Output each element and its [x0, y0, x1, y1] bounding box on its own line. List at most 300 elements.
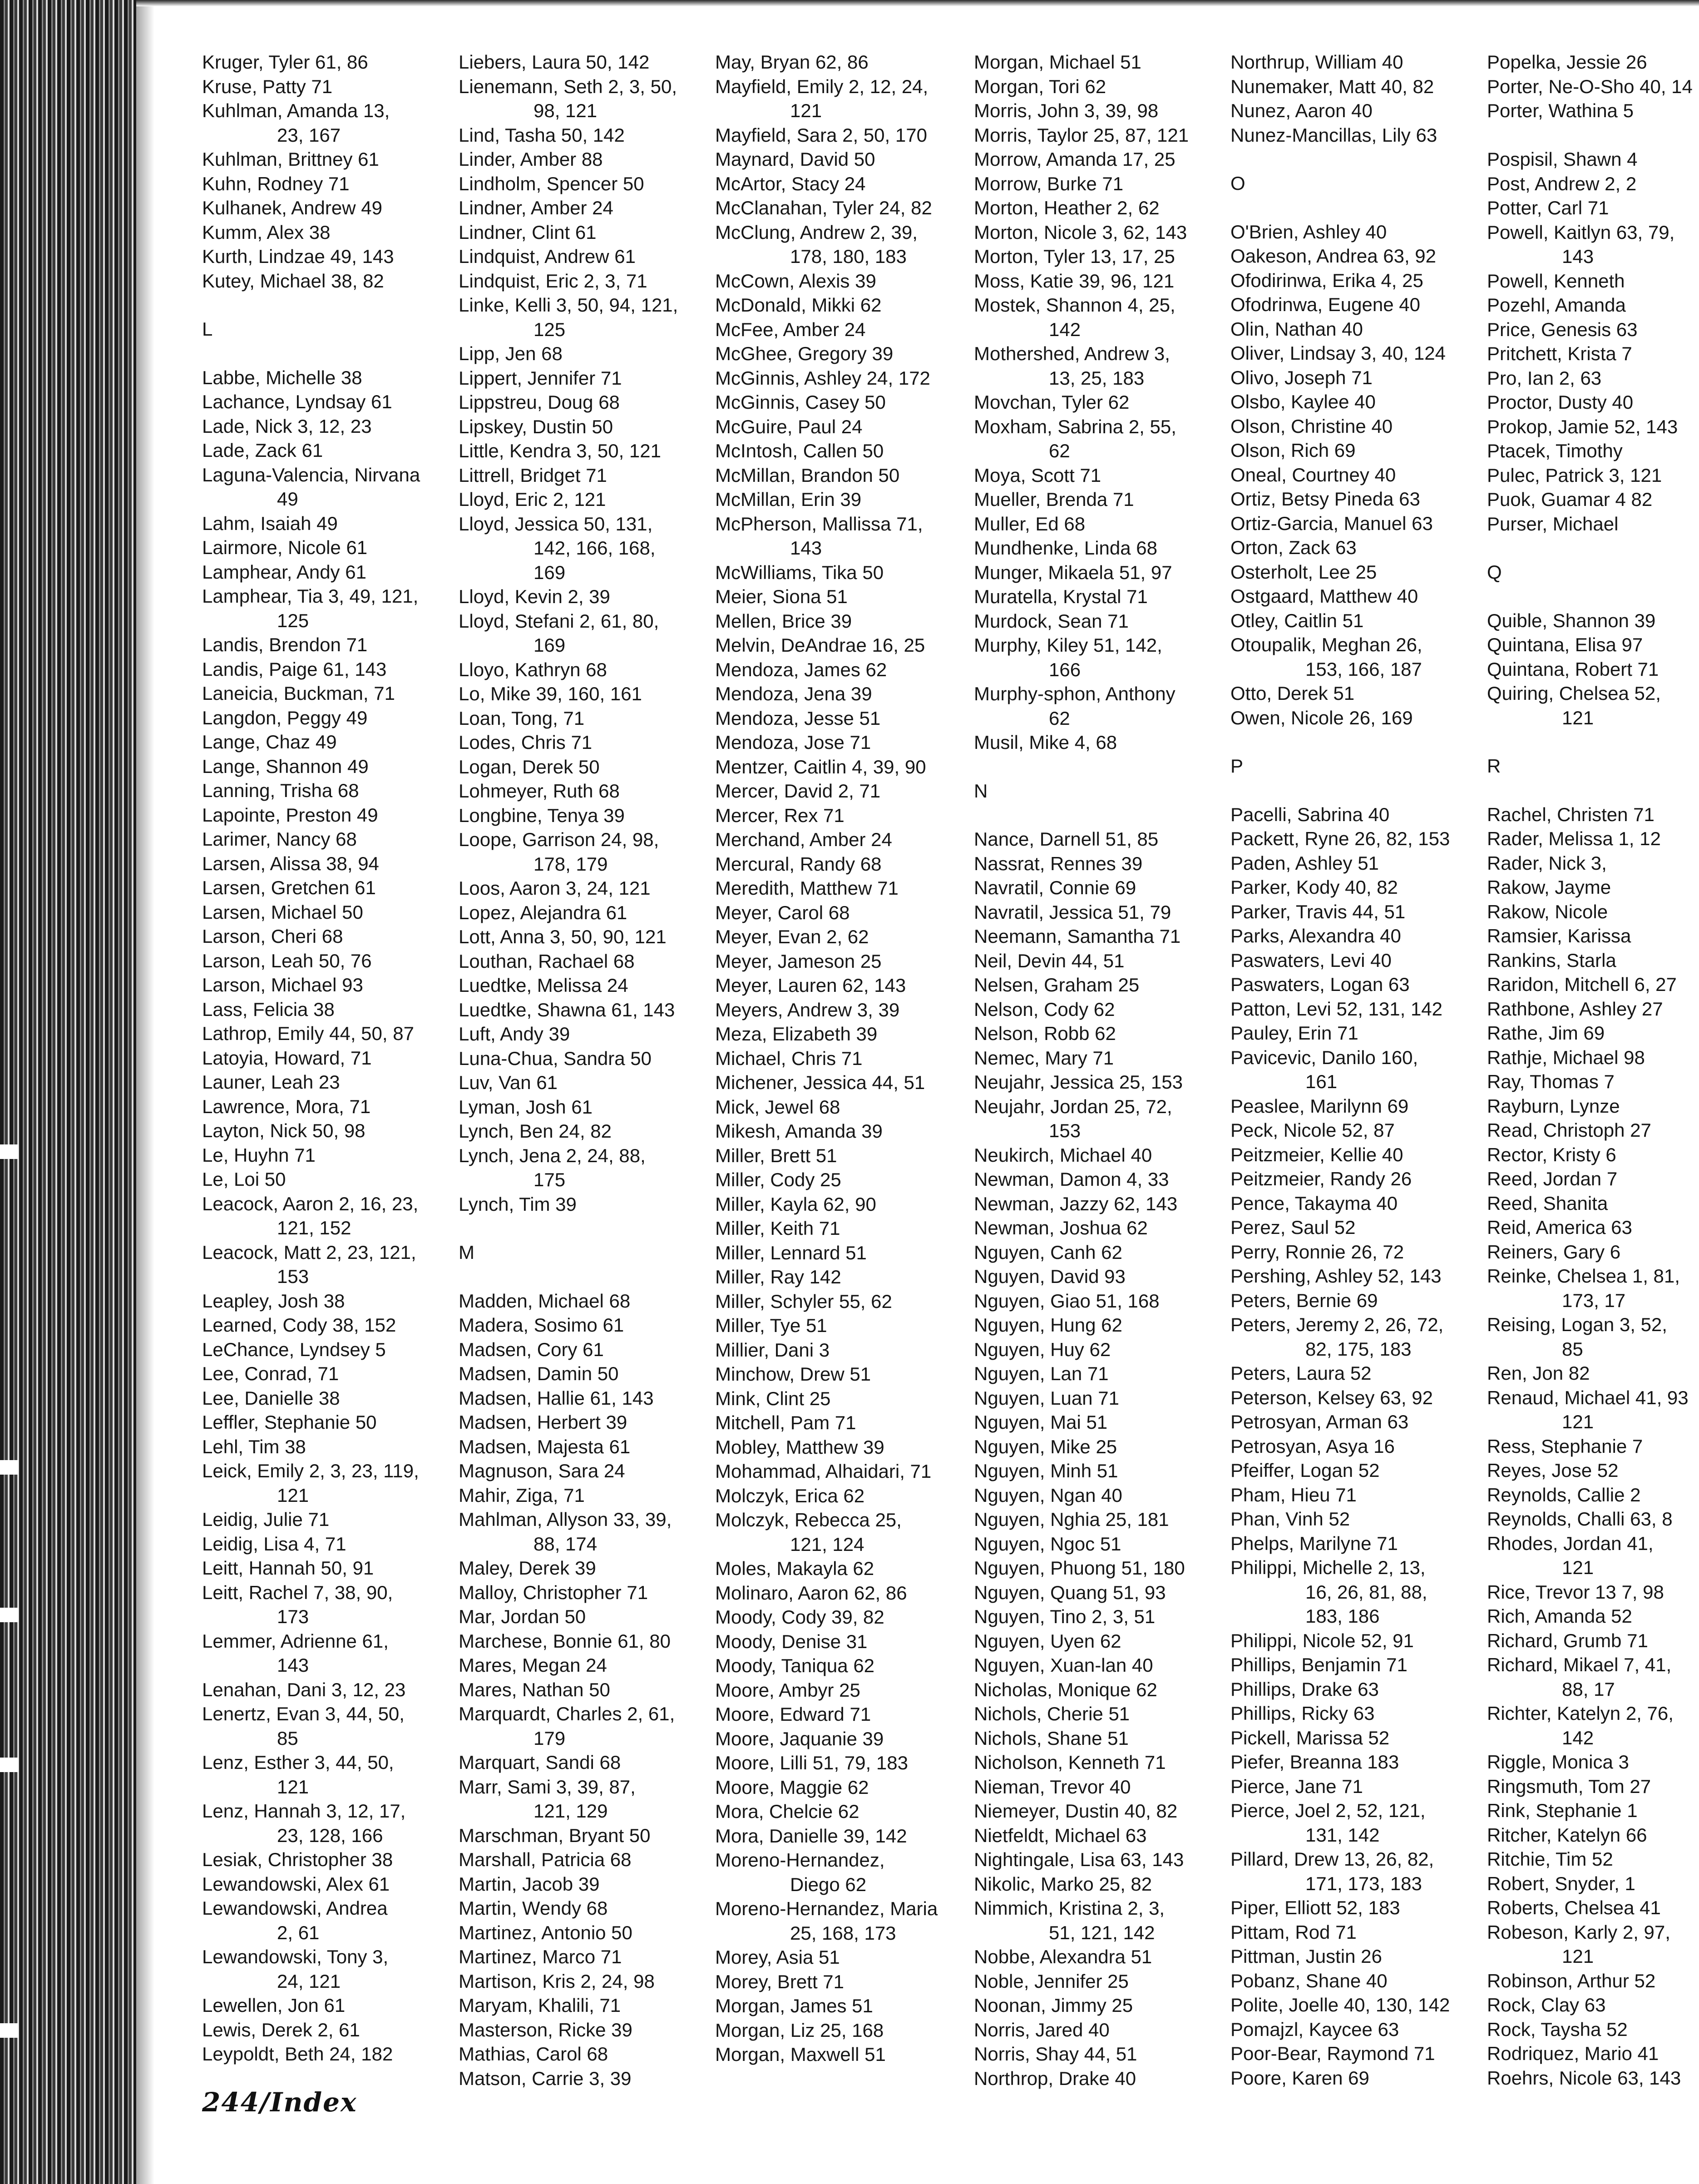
index-entry [202, 172, 420, 196]
entry-text: Ptacek, Timothy [1487, 440, 1623, 461]
entry-text: Luedtke, Shawna 61, 143 [459, 999, 675, 1020]
index-entry [715, 512, 938, 560]
entry-text: Quintana, Elisa 97 [1487, 634, 1643, 655]
index-entry [1487, 1094, 1693, 1119]
entry-text: Ringsmuth, Tom 27 [1487, 1775, 1651, 1797]
entry-text: Peaslee, Marilynn 69 [1230, 1095, 1409, 1117]
entry-text: Lewandowski, Tony 3, [202, 1946, 389, 1967]
entry-continuation: 143 [1562, 246, 1594, 267]
entry-text: Morrow, Amanda 17, 25 [974, 149, 1175, 170]
entry-text: Luna-Chua, Sandra 50 [459, 1047, 652, 1069]
index-entry [715, 1678, 938, 1703]
index-entry [202, 1070, 420, 1094]
entry-text: Morris, John 3, 39, 98 [974, 100, 1159, 121]
entry-text: Meza, Elizabeth 39 [715, 1023, 878, 1045]
entry-continuation: 153, 166, 187 [1305, 658, 1422, 680]
entry-text: Purser, Michael [1487, 513, 1619, 535]
entry-continuation: 121 [277, 1776, 309, 1798]
index-entry [974, 1556, 1189, 1580]
entry-text: Reynolds, Callie 2 [1487, 1484, 1641, 1506]
index-entry [974, 2066, 1189, 2091]
index-entry [202, 681, 420, 706]
entry-text: Morris, Taylor 25, 87, 121 [974, 124, 1189, 146]
index-entry [1487, 99, 1693, 123]
entry-text: Paswaters, Logan 63 [1230, 974, 1410, 995]
entry-text: Maynard, David 50 [715, 149, 875, 170]
entry-text: Reed, Jordan 7 [1487, 1168, 1618, 1189]
entry-text: Piefer, Breanna 183 [1230, 1751, 1399, 1773]
index-entry [459, 1070, 678, 1095]
entry-text: Martinez, Antonio 50 [459, 1922, 632, 1943]
entry-text: Potter, Carl 71 [1487, 197, 1609, 218]
entry-text: McGinnis, Casey 50 [715, 391, 886, 413]
index-entry [715, 293, 938, 317]
index-entry [974, 244, 1189, 269]
entry-text: Navratil, Connie 69 [974, 877, 1136, 898]
index-entry [1230, 1507, 1450, 1531]
index-entry [202, 438, 420, 463]
index-entry [459, 147, 678, 172]
index-entry [715, 998, 938, 1022]
entry-text: Magnuson, Sara 24 [459, 1460, 625, 1481]
index-entry [459, 1605, 678, 1629]
index-entry [202, 511, 420, 536]
index-entry [459, 998, 678, 1022]
index-entry [715, 1654, 938, 1678]
entry-text: Olson, Rich 69 [1230, 440, 1356, 461]
entry-text: Peck, Nicole 52, 87 [1230, 1119, 1395, 1141]
index-entry [459, 1313, 678, 1337]
entry-text: Lloyo, Kathryn 68 [459, 659, 607, 680]
entry-text: Mostek, Shannon 4, 25, [974, 294, 1175, 316]
section-letter: L [202, 318, 213, 340]
entry-text: Madsen, Cory 61 [459, 1338, 604, 1360]
index-entry [202, 74, 420, 99]
entry-text: Mayfield, Emily 2, 12, 24, [715, 75, 929, 97]
entry-text: McIntosh, Callen 50 [715, 440, 884, 461]
entry-text: Pacelli, Sabrina 40 [1230, 803, 1390, 825]
entry-text: Pillard, Drew 13, 26, 82, [1230, 1848, 1434, 1870]
entry-text: Nunez, Aaron 40 [1230, 100, 1373, 121]
index-entry [1230, 1094, 1450, 1119]
index-entry [202, 1532, 420, 1556]
entry-text: Lee, Conrad, 71 [202, 1363, 339, 1384]
index-entry [715, 1338, 938, 1362]
index-entry [974, 1483, 1189, 1508]
entry-continuation: 143 [790, 537, 822, 559]
entry-text: Pozehl, Amanda [1487, 294, 1626, 316]
entry-text: May, Bryan 62, 86 [715, 51, 869, 73]
index-entry [974, 1143, 1189, 1168]
entry-text: Mikesh, Amanda 39 [715, 1120, 883, 1142]
entry-text: Mendoza, Jesse 51 [715, 707, 881, 729]
index-entry [459, 1580, 678, 1605]
index-entry [715, 172, 938, 196]
index-entry [459, 196, 678, 220]
entry-text: Lo, Mike 39, 160, 161 [459, 683, 642, 704]
entry-text: Mercer, Rex 71 [715, 804, 845, 826]
entry-text: Newman, Joshua 62 [974, 1217, 1148, 1238]
index-entry [459, 1896, 678, 1921]
index-entry [1487, 1386, 1693, 1434]
index-entry [974, 1629, 1189, 1654]
entry-text: Puok, Guamar 4 82 [1487, 489, 1653, 510]
entry-continuation: 173 [277, 1606, 309, 1627]
index-entry [1487, 1629, 1693, 1653]
entry-text: Nguyen, Canh 62 [974, 1241, 1122, 1263]
entry-text: Nguyen, Minh 51 [974, 1460, 1118, 1481]
index-entry [1230, 123, 1450, 148]
entry-text: Larsen, Michael 50 [202, 901, 363, 923]
entry-continuation: 62 [1049, 440, 1070, 461]
index-entry [459, 755, 678, 779]
entry-text: Kurth, Lindzae 49, 143 [202, 246, 394, 267]
index-entry [1230, 1191, 1450, 1216]
index-entry [715, 852, 938, 877]
entry-text: Moore, Ambyr 25 [715, 1679, 860, 1701]
entry-text: Moore, Lilli 51, 79, 183 [715, 1752, 908, 1773]
index-entry [715, 1046, 938, 1071]
index-entry [202, 657, 420, 682]
entry-continuation: 121 [1562, 1411, 1594, 1432]
entry-text: Nguyen, Huy 62 [974, 1338, 1111, 1360]
entry-continuation: 23, 128, 166 [277, 1824, 383, 1846]
entry-text: Loan, Tong, 71 [459, 707, 585, 729]
index-entry [202, 2042, 420, 2066]
entry-text: Nguyen, Nghia 25, 181 [974, 1509, 1169, 1530]
index-entry [715, 123, 938, 148]
entry-text: Piper, Elliott 52, 183 [1230, 1897, 1400, 1918]
index-entry [1230, 1410, 1450, 1434]
index-entry [1487, 924, 1693, 948]
entry-text: McGhee, Gregory 39 [715, 343, 894, 364]
index-entry [1487, 439, 1693, 463]
entry-continuation: 175 [533, 1169, 566, 1190]
entry-text: Nguyen, Ngan 40 [974, 1484, 1122, 1506]
entry-text: Nelson, Cody 62 [974, 998, 1115, 1020]
index-entry [1487, 269, 1693, 293]
index-entry [202, 1702, 420, 1750]
entry-text: Layton, Nick 50, 98 [202, 1120, 365, 1141]
entry-text: Northrup, William 40 [1230, 51, 1403, 73]
entry-text: Lloyd, Eric 2, 121 [459, 489, 606, 510]
entry-text: Lyman, Josh 61 [459, 1096, 593, 1118]
entry-text: Mahlman, Allyson 33, 39, [459, 1509, 672, 1530]
entry-text: Landis, Paige 61, 143 [202, 658, 387, 680]
index-entry [202, 463, 420, 511]
index-entry [974, 1702, 1189, 1726]
entry-text: Morton, Nicole 3, 62, 143 [974, 221, 1187, 243]
entry-text: Lewellen, Jon 61 [202, 1995, 346, 2016]
entry-text: Parks, Alexandra 40 [1230, 925, 1401, 946]
index-entry [974, 1070, 1189, 1094]
index-entry [1487, 512, 1693, 536]
index-entry [1230, 50, 1450, 74]
entry-text: Minchow, Drew 51 [715, 1363, 871, 1385]
entry-text: Mitchell, Pam 71 [715, 1412, 856, 1433]
index-entry [974, 1459, 1189, 1483]
entry-text: Nguyen, Mai 51 [974, 1411, 1108, 1433]
index-entry [1487, 1483, 1693, 1507]
entry-text: Kuhlman, Brittney 61 [202, 149, 379, 170]
index-entry [715, 1799, 938, 1824]
entry-continuation: 85 [277, 1727, 298, 1749]
entry-text: Lipp, Jen 68 [459, 343, 563, 364]
entry-text: Packett, Ryne 26, 82, 153 [1230, 828, 1450, 849]
index-entry [715, 949, 938, 974]
index-entry [1230, 1361, 1450, 1386]
index-entry [715, 439, 938, 463]
entry-text: Kulhanek, Andrew 49 [202, 197, 382, 218]
entry-text: McGinnis, Ashley 24, 172 [715, 367, 930, 389]
entry-text: Mentzer, Caitlin 4, 39, 90 [715, 756, 926, 778]
index-entry [974, 2018, 1189, 2042]
index-entry [202, 1435, 420, 1459]
index-entry [715, 1508, 938, 1556]
index-entry [1487, 875, 1693, 900]
index-entry [715, 342, 938, 366]
entry-continuation: 121 [277, 1484, 309, 1506]
index-entry [202, 900, 420, 925]
entry-text: Moles, Makayla 62 [715, 1558, 874, 1579]
index-entry [715, 1848, 938, 1897]
entry-text: Murphy, Kiley 51, 142, [974, 634, 1162, 656]
index-entry [1487, 463, 1693, 488]
entry-text: Petrosyan, Arman 63 [1230, 1411, 1409, 1432]
index-entry [1230, 438, 1450, 463]
entry-text: Peters, Bernie 69 [1230, 1289, 1378, 1311]
entry-text: Moreno-Hernandez, [715, 1849, 885, 1871]
index-entry [1230, 1993, 1450, 2017]
entry-text: Nieman, Trevor 40 [974, 1776, 1131, 1798]
index-entry [974, 99, 1189, 123]
entry-text: Pulec, Patrick 3, 121 [1487, 464, 1662, 486]
index-page [202, 50, 1699, 2121]
entry-continuation: 178, 179 [533, 853, 608, 875]
entry-continuation: 178, 180, 183 [790, 246, 907, 267]
index-entry [1487, 900, 1693, 924]
entry-text: Oakeson, Andrea 63, 92 [1230, 245, 1436, 267]
index-entry [459, 1921, 678, 1945]
index-entry [1487, 827, 1693, 851]
index-entry [974, 342, 1189, 390]
entry-text: Madera, Sosimo 61 [459, 1314, 624, 1336]
index-entry [1487, 1191, 1693, 1216]
index-entry [202, 1362, 420, 1386]
entry-text: Pauley, Erin 71 [1230, 1022, 1358, 1044]
entry-text: Norris, Jared 40 [974, 2019, 1110, 2040]
entry-continuation: 82, 175, 183 [1305, 1338, 1412, 1360]
entry-text: Maley, Derek 39 [459, 1557, 596, 1579]
index-entry [974, 1726, 1189, 1751]
index-entry [202, 1945, 420, 1993]
index-entry [1487, 487, 1693, 512]
entry-text: Little, Kendra 3, 50, 121 [459, 440, 661, 461]
entry-text: Rock, Clay 63 [1487, 1994, 1606, 2016]
index-entry [202, 949, 420, 973]
index-entry [1487, 196, 1693, 220]
entry-text: Ortiz, Betsy Pineda 63 [1230, 488, 1420, 510]
binding-notch [0, 1144, 18, 1159]
index-entry [1230, 1677, 1450, 1702]
index-entry [1487, 415, 1693, 439]
entry-text: Philippi, Nicole 52, 91 [1230, 1629, 1414, 1651]
index-entry [974, 512, 1189, 536]
entry-text: Madsen, Herbert 39 [459, 1411, 627, 1433]
entry-text: Miller, Schyler 55, 62 [715, 1290, 892, 1312]
index-entry [974, 1872, 1189, 1897]
index-entry [974, 220, 1189, 245]
index-entry [1230, 220, 1450, 244]
entry-text: Miller, Keith 71 [715, 1218, 840, 1239]
entry-text: Laguna-Valencia, Nirvana [202, 464, 420, 485]
entry-text: Peters, Jeremy 2, 26, 72, [1230, 1314, 1444, 1335]
index-entry [1487, 633, 1693, 657]
index-entry [974, 827, 1189, 852]
index-entry [202, 366, 420, 390]
entry-text: Lewandowski, Alex 61 [202, 1873, 390, 1895]
entry-continuation: 23, 167 [277, 124, 341, 146]
entry-continuation: 183, 186 [1305, 1605, 1380, 1627]
entry-text: Latoyia, Howard, 71 [202, 1047, 372, 1069]
entry-text: Lenahan, Dani 3, 12, 23 [202, 1679, 406, 1700]
entry-text: Rader, Melissa 1, 12 [1487, 828, 1661, 849]
entry-text: Nicholson, Kenneth 71 [974, 1752, 1166, 1773]
index-entry [1487, 948, 1693, 973]
index-entry [1230, 1604, 1450, 1629]
entry-text: Moore, Jaquanie 39 [715, 1728, 884, 1749]
entry-text: Lloyd, Jessica 50, 131, [459, 513, 653, 535]
entry-text: Raridon, Mitchell 6, 27 [1487, 974, 1677, 995]
index-entry [1230, 1969, 1450, 1993]
entry-text: Pence, Takayma 40 [1230, 1192, 1398, 1214]
section-letter: Q [1487, 561, 1502, 583]
index-entry [459, 293, 678, 342]
entry-text: Nguyen, Xuan-lan 40 [974, 1654, 1153, 1676]
entry-text: Reyes, Jose 52 [1487, 1460, 1619, 1481]
index-entry [1487, 147, 1693, 172]
entry-text: Meyer, Jameson 25 [715, 950, 882, 972]
entry-text: Mercer, David 2, 71 [715, 780, 881, 802]
index-entry [715, 147, 938, 172]
index-entry [974, 1021, 1189, 1046]
index-entry [974, 924, 1189, 949]
entry-text: Rankins, Starla [1487, 949, 1616, 971]
entry-text: Logan, Derek 50 [459, 756, 600, 778]
entry-text: Lynch, Tim 39 [459, 1193, 577, 1215]
entry-text: Mares, Nathan 50 [459, 1679, 610, 1700]
index-entry [459, 1678, 678, 1702]
index-entry [715, 901, 938, 925]
entry-text: Orton, Zack 63 [1230, 537, 1357, 558]
entry-text: Mendoza, Jena 39 [715, 683, 872, 704]
index-entry [459, 1945, 678, 1969]
entry-continuation: 24, 121 [277, 1970, 341, 1992]
entry-text: Rachel, Christen 71 [1487, 803, 1655, 825]
entry-text: Morgan, James 51 [715, 1995, 873, 2016]
index-entry [1230, 851, 1450, 876]
entry-text: Nguyen, Phuong 51, 180 [974, 1557, 1185, 1579]
index-entry [974, 1046, 1189, 1070]
index-entry [202, 1021, 420, 1046]
entry-text: Lippert, Jennifer 71 [459, 367, 622, 389]
index-entry [459, 220, 678, 245]
index-entry [715, 1581, 938, 1605]
entry-text: Reynolds, Challi 63, 8 [1487, 1508, 1673, 1530]
index-entry [459, 730, 678, 755]
entry-continuation: 13, 25, 183 [1049, 367, 1145, 389]
index-entry [1487, 1143, 1693, 1167]
index-entry [1230, 633, 1450, 681]
index-entry [1230, 2017, 1450, 2042]
entry-text: Murdock, Sean 71 [974, 610, 1129, 632]
index-entry [459, 390, 678, 415]
index-entry [459, 1046, 678, 1071]
index-entry [1487, 609, 1693, 633]
index-entry [974, 633, 1189, 682]
index-entry [1487, 1070, 1693, 1094]
index-entry [974, 390, 1189, 415]
index-entry [715, 196, 938, 220]
index-entry [715, 584, 938, 609]
index-entry [715, 317, 938, 342]
index-entry [1487, 2017, 1693, 2042]
entry-text: Morgan, Maxwell 51 [715, 2044, 886, 2065]
index-entry [974, 293, 1189, 342]
entry-text: Neukirch, Michael 40 [974, 1144, 1152, 1166]
entry-text: Moxham, Sabrina 2, 55, [974, 416, 1176, 437]
index-entry [1487, 1701, 1693, 1750]
entry-text: Leidig, Lisa 4, 71 [202, 1533, 346, 1555]
entry-text: Moore, Maggie 62 [715, 1776, 869, 1798]
entry-text: Lynch, Jena 2, 24, 88, [459, 1144, 646, 1166]
entry-continuation: 166 [1049, 659, 1081, 680]
entry-text: Michener, Jessica 44, 51 [715, 1072, 925, 1093]
index-entry [715, 1775, 938, 1800]
index-entry [1487, 1531, 1693, 1580]
index-entry [974, 1653, 1189, 1678]
index-entry [1230, 1847, 1450, 1896]
index-entry [1487, 997, 1693, 1021]
entry-text: Lenz, Hannah 3, 12, 17, [202, 1800, 406, 1822]
entry-text: Otoupalik, Meghan 26, [1230, 634, 1422, 655]
index-entry [459, 512, 678, 560]
index-entry [1230, 390, 1450, 414]
entry-text: Mohammad, Alhaidari, 71 [715, 1461, 932, 1482]
index-entry [459, 1483, 678, 1508]
index-entry [459, 1872, 678, 1897]
entry-text: Leidig, Julie 71 [202, 1509, 330, 1530]
index-entry [974, 1580, 1189, 1605]
entry-continuation: 16, 26, 81, 88, [1305, 1581, 1427, 1603]
index-entry [715, 658, 938, 682]
index-entry [1230, 1386, 1450, 1410]
entry-text: Read, Christoph 27 [1487, 1119, 1651, 1141]
index-entry [715, 1897, 938, 1945]
binding-notch [0, 1460, 18, 1475]
entry-text: Powell, Kenneth [1487, 270, 1625, 292]
entry-text: Leypoldt, Beth 24, 182 [202, 2043, 393, 2065]
entry-text: Lade, Zack 61 [202, 440, 323, 461]
entry-text: Proctor, Dusty 40 [1487, 391, 1634, 413]
index-entry [1230, 1483, 1450, 1507]
binding-notch [0, 1758, 18, 1772]
entry-text: Roehrs, Nicole 63, 143 [1487, 2067, 1681, 2089]
entry-text: Neujahr, Jessica 25, 153 [974, 1071, 1183, 1093]
index-entry [1230, 1653, 1450, 1677]
index-entry [202, 1750, 420, 1799]
index-entry [459, 1969, 678, 1994]
